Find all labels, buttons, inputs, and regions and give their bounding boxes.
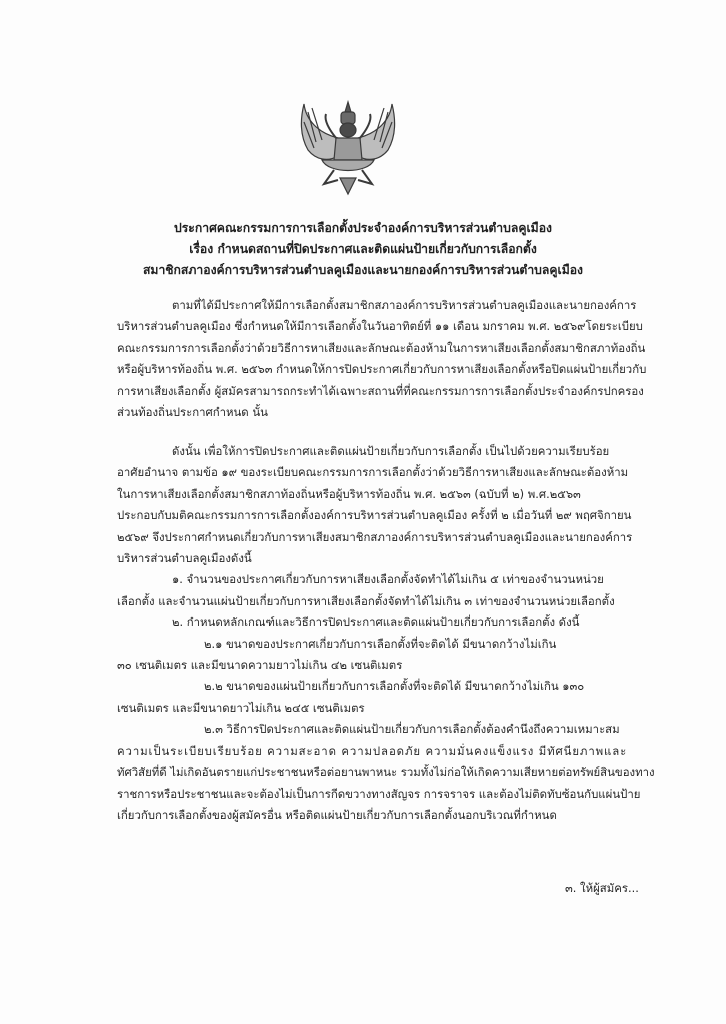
text-line: ในการหาเสียงเลือกตั้งสมาชิกสภาท้องถิ่นหรือผู้บริหารท้องถิ่น พ.ศ. ๒๕๖๓ (ฉบับที่ ๒) พ.ศ.๒๕๖๓ bbox=[117, 486, 581, 501]
text-line: ประกอบกับมติคณะกรรมการการเลือกตั้งองค์การบริหารส่วนตำบลคูเมือง ครั้งที่ ๒ เมื่อวันที่ ๒๙ พฤศจิกายน bbox=[117, 508, 632, 523]
text-line: อาศัยอำนาจ ตามข้อ ๑๙ ของระเบียบคณะกรรมการการเลือกตั้งว่าด้วยวิธีการหาเสียงและลักษณะต้องห้าม bbox=[117, 465, 629, 480]
text-line: ๒๕๖๙ จึงประกาศกำหนดเกี่ยวกับการหาเสียงสมาชิกสภาองค์การบริหารส่วนตำบลคูเมืองและนายกองค์การ bbox=[117, 529, 633, 544]
garuda-emblem-icon bbox=[288, 98, 408, 198]
paragraph-preamble bbox=[117, 295, 677, 423]
item-2-3-line: ราชการหรือประชาชนและจะต้องไม่เป็นการกีดขวางทางสัญจร การจราจร และต้องไม่ติดทับซ้อนกับแผ่นป้าย bbox=[117, 786, 641, 801]
item-2-3-line: ทัศวิสัยที่ดี ไม่เกิดอันตรายแก่ประชาชนหรือต่อยานพาหนะ รวมทั้งไม่ก่อให้เกิดความเสียหายต่อทรัพย์สินของทาง bbox=[117, 765, 655, 780]
title-line-subject: เรื่อง กำหนดสถานที่ปิดประกาศและติดแผ่นป้ายเกี่ยวกับการเลือกตั้ง bbox=[189, 242, 537, 256]
title-line-1: ประกาศคณะกรรมการการเลือกตั้งประจำองค์การบริหารส่วนตำบลคูเมือง bbox=[174, 221, 552, 235]
text-line: ดังนั้น เพื่อให้การปิดประกาศและติดแผ่นป้ายเกี่ยวกับการเลือกตั้ง เป็นไปด้วยความเรียบร้อย bbox=[172, 444, 610, 458]
item-2-heading: ๒. กำหนดหลักเกณฑ์และวิธีการปิดประกาศและติดแผ่นป้ายเกี่ยวกับการเลือกตั้ง ดังนี้ bbox=[172, 615, 580, 630]
item-2-1-line: ๒.๑ ขนาดของประกาศเกี่ยวกับการเลือกตั้งที่จะติดได้ มีขนาดกว้างไม่เกิน bbox=[204, 636, 557, 651]
item-2-3-line: ๒.๓ วิธีการปิดประกาศและติดแผ่นป้ายเกี่ยวกับการเลือกตั้งต้องคำนึงถึงความเหมาะสม bbox=[204, 722, 620, 737]
item-2-2-line: ๒.๒ ขนาดของแผ่นป้ายเกี่ยวกับการเลือกตั้งที่จะติดได้ มีขนาดกว้างไม่เกิน ๑๓๐ bbox=[204, 679, 585, 694]
text-line: บริหารส่วนตำบลคูเมืองดังนี้ bbox=[117, 551, 252, 566]
paragraph-authority bbox=[117, 441, 677, 826]
text-line: บริหารส่วนตำบลคูเมือง ซึ่งกำหนดให้มีการเลือกตั้งในวันอาทิตย์ที่ ๑๑ เดือน มกราคม พ.ศ. ๒๕๖๙โดยระเบียบ bbox=[117, 319, 643, 334]
item-2-1-line: ๓๐ เซนติเมตร และมีขนาดความยาวไม่เกิน ๔๒ เซนติเมตร bbox=[117, 658, 403, 673]
item-1-line: เลือกตั้ง และจำนวนแผ่นป้ายเกี่ยวกับการหาเสียงเลือกตั้งจัดทำได้ไม่เกิน ๓ เท่าของจำนวนหน่วยเลือกตั้ง bbox=[117, 593, 615, 608]
item-2-3-line: เกี่ยวกับการเลือกตั้งของผู้สมัครอื่น หรือติดแผ่นป้ายเกี่ยวกับการเลือกตั้งนอกบริเวณที่กำหนด bbox=[117, 807, 557, 822]
text-line: คณะกรรมการการเลือกตั้งว่าด้วยวิธีการหาเสียงและลักษณะต้องห้ามในการหาเสียงเลือกตั้งสมาชิกสภาท้องถิ่น bbox=[117, 340, 646, 355]
item-2-2-line: เซนติเมตร และมีขนาดยาวไม่เกิน ๒๔๕ เซนติเมตร bbox=[117, 700, 365, 715]
text-line: ส่วนท้องถิ่นประกาศกำหนด นั้น bbox=[117, 405, 268, 420]
continuation-marker: ๓. ให้ผู้สมัคร... bbox=[565, 881, 639, 895]
announcement-title bbox=[100, 218, 626, 281]
text-line: ตามที่ได้มีประกาศให้มีการเลือกตั้งสมาชิกสภาองค์การบริหารส่วนตำบลคูเมืองและนายกองค์การ bbox=[172, 298, 637, 312]
item-1-line: ๑. จำนวนของประกาศเกี่ยวกับการหาเสียงเลือกตั้งจัดทำได้ไม่เกิน ๕ เท่าของจำนวนหน่วย bbox=[172, 572, 604, 587]
item-2-3-line: ความเป็นระเบียบเรียบร้อย ความสะอาด ความปลอดภัย ความมั่นคงแข็งแรง มีทัศนียภาพและ bbox=[117, 743, 628, 758]
title-line-3: สมาชิกสภาองค์การบริหารส่วนตำบลคูเมืองและนายกองค์การบริหารส่วนตำบลคูเมือง bbox=[142, 263, 584, 277]
text-line: หรือผู้บริหารท้องถิ่น พ.ศ. ๒๕๖๓ กำหนดให้การปิดประกาศเกี่ยวกับการหาเสียงเลือกตั้งหรือปิดแผ่นป้ายเกี่ยวกับ bbox=[117, 362, 647, 377]
text-line: การหาเสียงเลือกตั้ง ผู้สมัครสามารถกระทำได้เฉพาะสถานที่ที่คณะกรรมการการเลือกตั้งประจำองค์กรปกครอง bbox=[117, 383, 644, 398]
